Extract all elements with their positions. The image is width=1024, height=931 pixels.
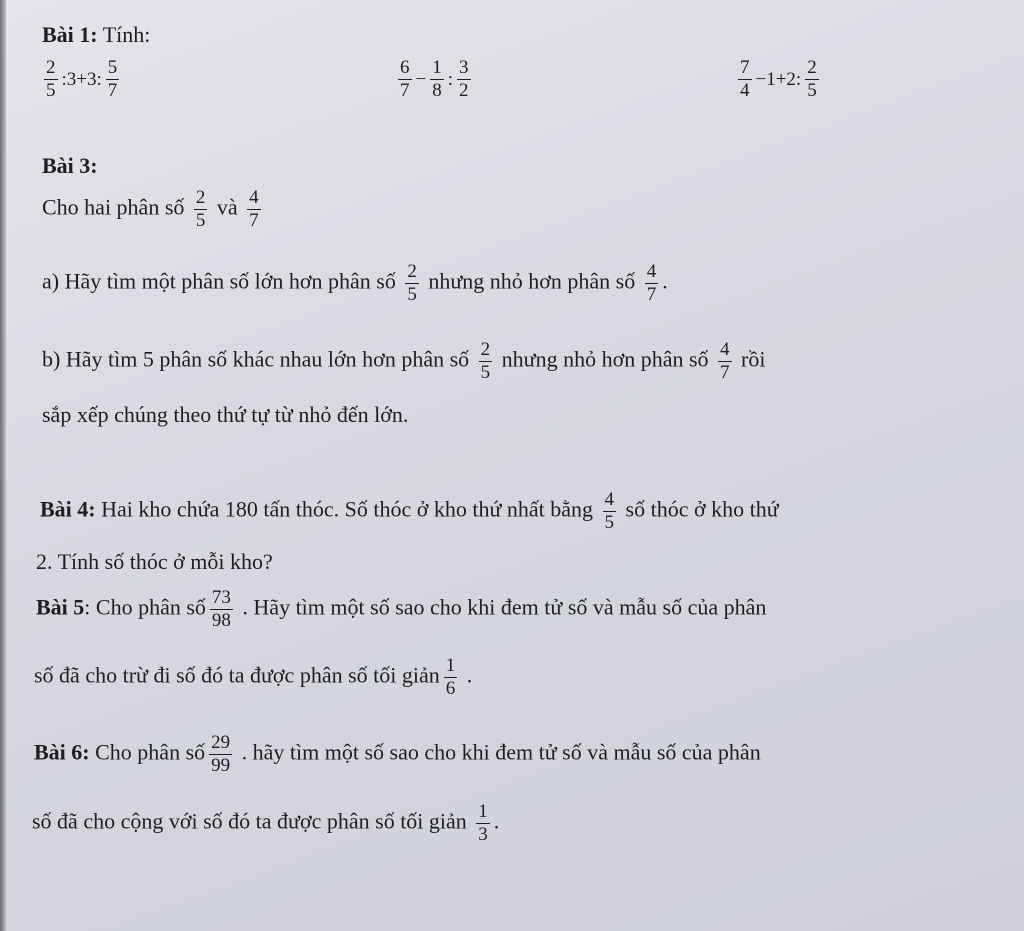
bai3-part-b-line2: sắp xếp chúng theo thứ tự từ nhỏ đến lớn.	[42, 402, 409, 427]
denominator: 7	[720, 361, 730, 383]
fraction	[405, 262, 419, 305]
operator: −1+2:	[755, 68, 802, 90]
numerator: 29	[211, 732, 231, 753]
fraction	[430, 58, 444, 101]
bai3-part-a	[42, 262, 668, 305]
fraction	[738, 58, 752, 101]
bai6-line1	[34, 733, 761, 776]
bai1-heading: Bài 1:	[42, 22, 98, 47]
bai1-expression-1	[40, 58, 123, 101]
fraction	[210, 588, 233, 631]
numerator: 2	[807, 57, 817, 78]
fraction	[247, 188, 261, 231]
denominator: 98	[211, 609, 231, 631]
numerator: 4	[249, 187, 259, 208]
text: rồi	[741, 346, 766, 372]
text: . hãy tìm một số sao cho khi đem tử số và mẫu số của phân	[241, 739, 761, 765]
fraction	[476, 802, 490, 845]
numerator: 7	[740, 57, 750, 78]
text: và	[216, 194, 238, 220]
fraction	[194, 188, 208, 231]
bai5-heading: Bài 5	[36, 594, 85, 620]
numerator: 5	[107, 57, 118, 78]
denominator: 4	[740, 79, 750, 101]
denominator: 5	[480, 361, 491, 383]
text: nhưng nhỏ hơn phân số	[501, 346, 709, 372]
fraction	[718, 340, 732, 383]
fraction	[645, 262, 659, 305]
text: .	[662, 268, 668, 294]
denominator: 5	[807, 79, 817, 101]
numerator: 1	[478, 801, 488, 822]
denominator: 2	[459, 79, 469, 101]
numerator: 3	[459, 57, 469, 78]
operator: :	[447, 68, 453, 90]
text: .	[466, 662, 473, 688]
bai1-expression-2	[394, 58, 475, 101]
bai4-heading: Bài 4:	[40, 496, 96, 522]
denominator: 5	[407, 283, 417, 305]
fraction	[209, 733, 232, 776]
denominator: 8	[432, 79, 442, 101]
fraction	[106, 58, 120, 101]
denominator: 7	[646, 283, 657, 305]
fraction	[479, 340, 493, 383]
fraction	[444, 656, 458, 699]
denominator: 99	[211, 754, 231, 776]
bai6-line2	[32, 802, 499, 845]
text: b) Hãy tìm 5 phân số khác nhau lớn hơn phân số	[42, 346, 470, 372]
denominator: 7	[249, 209, 259, 231]
text: a) Hãy tìm một phân số lớn hơn phân số	[42, 268, 396, 294]
text: số thóc ở kho thứ	[625, 496, 779, 522]
denominator: 5	[604, 511, 615, 533]
denominator: 5	[195, 209, 206, 231]
bai5-line1	[36, 588, 766, 631]
fraction	[44, 58, 58, 101]
numerator: 2	[480, 339, 491, 360]
text: Hai kho chứa 180 tấn thóc. Số thóc ở kho thứ nhất bằng	[101, 496, 594, 522]
fraction	[805, 58, 819, 101]
text: số đã cho cộng với số đó ta được phân số tối giản	[32, 808, 467, 834]
numerator: 4	[604, 489, 615, 510]
bai1-heading-line	[42, 24, 150, 46]
numerator: 2	[195, 187, 206, 208]
paper-edge	[0, 0, 6, 931]
text: Cho phân số	[95, 739, 206, 765]
numerator: 1	[432, 57, 442, 78]
numerator: 6	[400, 57, 410, 78]
text: .	[493, 808, 500, 834]
numerator: 1	[445, 655, 456, 676]
bai3-part-b	[42, 340, 766, 383]
fraction	[398, 58, 412, 101]
text: Cho hai phân số	[42, 194, 185, 220]
bai6-heading: Bài 6:	[34, 739, 90, 765]
text: số đã cho trừ đi số đó ta được phân số tối giản	[34, 662, 440, 688]
bai5-line2	[34, 656, 472, 699]
denominator: 7	[400, 79, 410, 101]
text: : Cho phân số	[84, 594, 206, 620]
denominator: 5	[46, 79, 56, 101]
denominator: 7	[107, 79, 118, 101]
text: . Hãy tìm một số sao cho khi đem tử số và mẫu số của phân	[242, 594, 767, 620]
fraction	[603, 490, 617, 533]
operator: −	[415, 68, 427, 90]
bai4-line2: 2. Tính số thóc ở mỗi kho?	[36, 549, 273, 574]
bai4-line1	[40, 490, 779, 533]
text: nhưng nhỏ hơn phân số	[428, 268, 636, 294]
denominator: 3	[478, 823, 488, 845]
bai1-heading-rest: Tính:	[97, 22, 151, 47]
bai3-intro	[42, 188, 265, 231]
numerator: 73	[211, 587, 231, 608]
numerator: 2	[46, 57, 56, 78]
bai3-heading: Bài 3:	[42, 153, 98, 178]
numerator: 4	[720, 339, 730, 360]
numerator: 2	[407, 261, 417, 282]
fraction	[457, 58, 471, 101]
operator: :3+3:	[61, 68, 102, 90]
denominator: 6	[445, 677, 456, 699]
numerator: 4	[646, 261, 657, 282]
bai1-expression-3	[734, 58, 823, 101]
